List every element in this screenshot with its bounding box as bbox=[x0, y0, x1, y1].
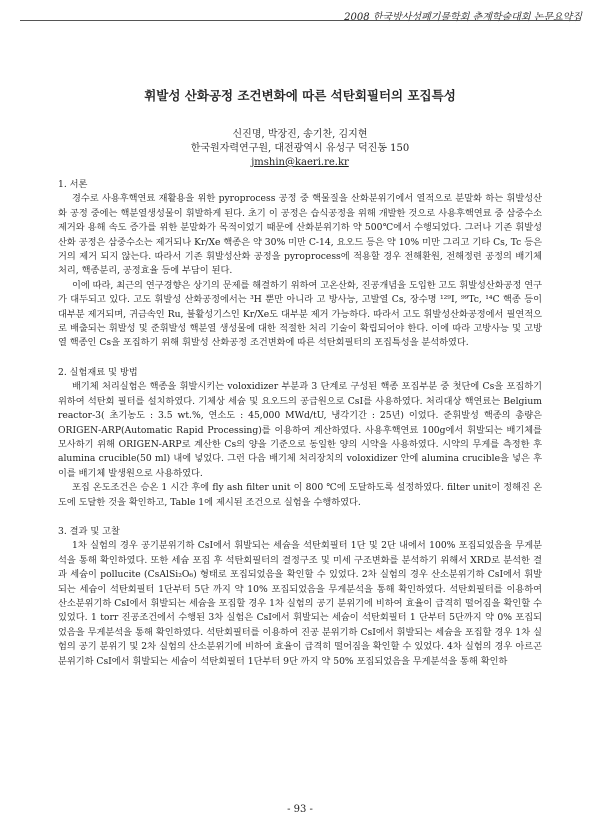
section-title-results: 3. 결과 및 고찰 bbox=[58, 525, 120, 537]
author-email[interactable]: jmshin@kaeri.re.kr bbox=[251, 157, 349, 168]
paper-body bbox=[58, 178, 542, 669]
intro-paragraph-2: 이에 따라, 최근의 연구경향은 상기의 문제를 해결하기 위하여 고온산화, 진공개념을 도입한 고도 휘발성산화공정 연구가 대두되고 있다. 고도 휘발성 산화공정에서는 ³H 뿐만 아니라 고 방사능, 고발열 Cs, 장수명 ¹²⁹I, ⁹⁹Tc, ¹⁴C 핵종 등이 대부분 제거되며, 귀금속인 Ru, 불활성기스인 Kr/Xe도 대부분 제거 가능하다. 따라서 고도 휘발성산화공정에서 필연적으로 배출되는 휘발성 및 준휘발성 핵분열 생성물에 대한 적절한 처리 기술이 확립되어야 한다. 이에 따라 고방사능 및 고방열 핵종인 Cs을 포집하기 위해 휘발성 산화공정 조건변화에 따른 석탄회필터의 포집특성을 분석하였다. bbox=[58, 279, 542, 349]
header-rule bbox=[20, 20, 580, 21]
section-title-intro: 1. 서론 bbox=[58, 179, 88, 190]
section-gap bbox=[58, 510, 542, 525]
section-gap bbox=[58, 351, 542, 366]
methods-paragraph-2: 포집 온도조건은 승온 1 시간 후에 fly ash filter unit 이 800 ℃에 도달하도록 설정하였다. filter unit이 정해진 온도에 도달한 것을 확인하고, Table 1에 제시된 조건으로 실험을 수행하였다. bbox=[58, 482, 542, 508]
intro-paragraph-1: 경수로 사용후핵연료 재활용을 위한 pyroprocess 공정 중 핵물질을 산화분위기에서 열적으로 분말화 하는 휘발성산화 공정 중에는 핵분열생성물이 휘발하게 된다. 초기 이 공정은 습식공정을 위해 개발한 것으로 사용후핵연료 중 삼중수소 제거와 용해 속도 증가를 위한 분말화가 목적이었기 때문에 산화분위기하 약 500℃에서 수행되었다. 그러나 기존 휘발성산화 공정은 삼중수소는 제거되나 Kr/Xe 핵종은 약 30% 미만 C-14, 요오드 등은 약 10% 미만 그리고 기타 Cs, Tc 등은 거의 제거 되지 않는다. 따라서 기존 휘발성산화 공정을 pyroprocess에 적용할 경우 전해환원, 전해정련 공정의 배기체처리, 핵종분리, 공정효율 등에 부담이 된다. bbox=[58, 193, 542, 277]
author-affiliation: 한국원자력연구원, 대전광역시 유성구 덕진동 150 bbox=[190, 143, 410, 154]
author-block bbox=[0, 128, 600, 170]
section-title-methods: 2. 실험재료 및 방법 bbox=[58, 366, 138, 378]
page-number: - 93 - bbox=[287, 804, 313, 815]
running-header: 2008 한국방사성폐기물학회 춘계학술대회 논문요약집 bbox=[344, 12, 582, 23]
author-names: 신진명, 박장진, 송기찬, 김지현 bbox=[232, 129, 368, 140]
methods-paragraph-1: 배기체 처리실험은 핵종을 휘발시키는 voloxidizer 부분과 3 단계로 구성된 핵종 포집부분 중 첫단에 Cs을 포집하기위하여 석탄회 필터를 설치하였다. 기체상 세슘 및 요오드의 공급원으로 CsI를 사용하였다. 처리대상 핵연료는 Belgium reactor-3( 초기농도 : 3.5 wt.%, 연소도 : 45,000 MWd/tU, 냉각기간 : 25년) 이었다. 준휘발성 핵종의 총량은 ORIGEN-ARP(Automatic Rapid Processing)를 이용하여 계산하였다. 사용후핵연료 100g에서 휘발되는 배기체를 모사하기 위해 ORIGEN-ARP로 계산한 Cs의 양을 기준으로 동일한 양의 시약을 사용하였다. 시약의 무게를 측정한 후 alumina crucible(50 ml) 내에 넣었다. 그런 다음 배기체 처리장치의 voloxidizer 안에 alumina crucible을 넣은 후 이를 배기체 발생원으로 사용하였다. bbox=[58, 381, 542, 479]
paper-title: 휘발성 산화공정 조건변화에 따른 석탄회필터의 포집특성 bbox=[144, 88, 456, 103]
results-paragraph-1: 1차 실험의 경우 공기분위기하 CsI에서 휘발되는 세슘을 석탄회필터 1단 및 2단 내에서 100% 포집되었음을 무게분석을 통해 확인하였다. 또한 세슘 포집 후 석탄회필터의 결정구조 및 미세 구조변화를 분석하기 위해서 XRD로 분석한 결과 세슘이 pollucite (CsAlSi₂O₆) 형태로 포집되었음을 확인할 수 있었다. 2차 실험의 경우 산소분위기하 CsI에서 휘발되는 세슘이 석탄회필터 1단부터 5단 까지 약 10% 포집되었음을 무게분석을 통해 확인하였다. 석탄회필터를 이용하여 산소분위기하 CsI에서 휘발되는 세슘을 포집할 경우 1차 실험의 공기 분위기에 비하여 효율이 급격히 떨어짐을 확인할 수 있었다. 1 torr 진공조건에서 수행된 3차 실험은 CsI에서 휘발되는 세슘이 석탄회필터 1 단부터 5단까지 약 0% 포집되었음을 무게분석을 통해 확인하였다. 석탄회필터를 이용하여 진공 분위기하 CsI에서 휘발되는 세슘을 포집할 경우 1차 실험의 공기 분위기 및 2차 실험의 산소분위기에 비하여 효율이 급격히 떨어짐을 확인할 수 있었다. 4차 실험의 경우 아르곤 분위기하 CsI에서 휘발되는 세슘이 석탄회필터 1단부터 9단 까지 약 50% 포집되었음을 무게분석을 통해 확인하 bbox=[58, 540, 542, 667]
